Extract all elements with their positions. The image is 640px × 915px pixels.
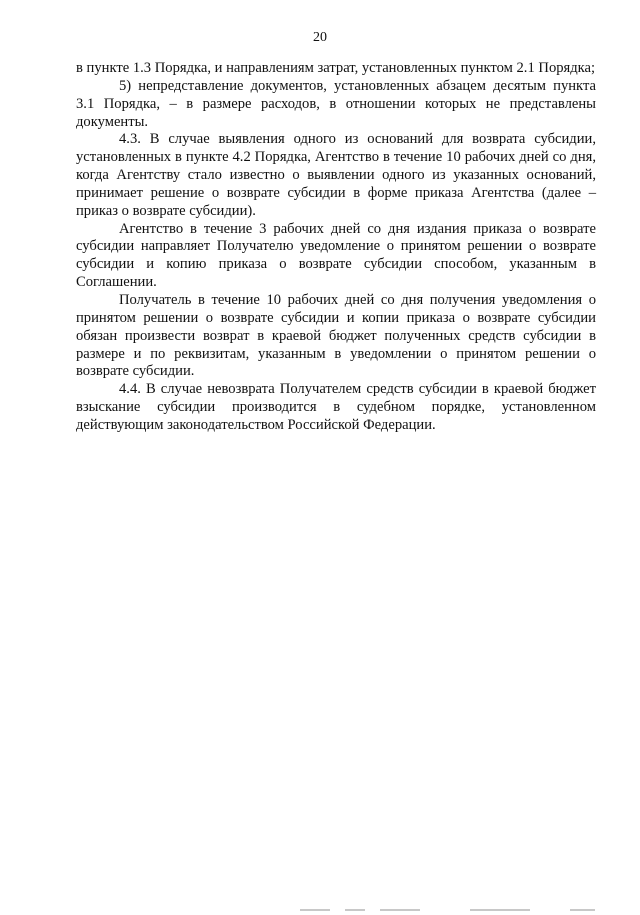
paragraph-4-4: 4.4. В случае невозврата Получателем средств субсидии в краевой бюджет взыскание субсидии производится в судебном порядке, установленном действующим законодательством Российской Федерации. [76, 381, 596, 433]
scan-artifact [345, 909, 365, 911]
scan-artifact [570, 909, 595, 911]
scan-edge-artifacts [0, 905, 640, 915]
scan-artifact [300, 909, 330, 911]
page-number: 20 [313, 30, 327, 45]
paragraph-4-3: 4.3. В случае выявления одного из оснований для возврата субсидии, установленных в пункте 4.2 Порядка, Агентство в течение 10 рабочих дней со дня, когда Агентству стало известно о выявлении одного из указанных оснований, принимает решение о возврате субсидии в форме приказа Агентства (далее – приказ о возврате субсидии). [76, 131, 596, 219]
paragraph-recipient-return: Получатель в течение 10 рабочих дней со дня получения уведомления о принятом решении о возврате субсидии и копии приказа о возврате субсидии обязан произвести возврат в краевой бюджет полученных средств субсидии в размере и по реквизитам, указанным в уведомлении о принятом решении о возврате субсидии. [76, 291, 596, 380]
paragraph-item-5: 5) непредставление документов, установленных абзацем десятым пункта 3.1 Порядка, – в размере расходов, в отношении которых не представлены документы. [76, 77, 596, 130]
paragraph-continuation: в пункте 1.3 Порядка, и направлениям затрат, установленных пунктом 2.1 Порядка; [76, 60, 596, 76]
scan-artifact [380, 909, 420, 911]
paragraph-agency-notice: Агентство в течение 3 рабочих дней со дня издания приказа о возврате субсидии направляет Получателю уведомление о принятом решении о возврате субсидии и копию приказа о возврате субсидии способом, указанным в Соглашении. [76, 220, 596, 291]
document-body [76, 60, 596, 435]
scan-artifact [470, 909, 530, 911]
